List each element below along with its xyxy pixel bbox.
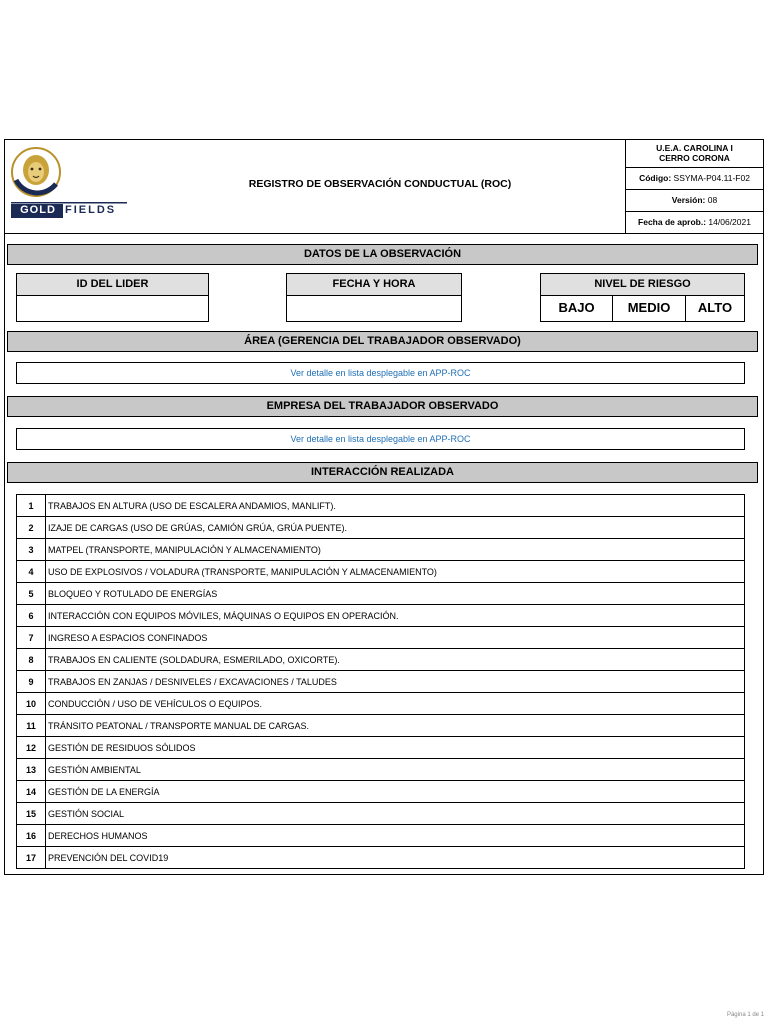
nivel-riesgo-label: NIVEL DE RIESGO <box>540 273 745 296</box>
table-row[interactable] <box>17 693 745 715</box>
codigo-value: SSYMA-P04.11-F02 <box>673 173 750 183</box>
interaction-table <box>16 494 745 869</box>
table-row[interactable] <box>17 737 745 759</box>
row-text: TRABAJOS EN CALIENTE (SOLDADURA, ESMERILADO, OXICORTE). <box>46 649 745 671</box>
section-datos: DATOS DE LA OBSERVACIÓN <box>7 244 758 265</box>
risk-medio[interactable]: MEDIO <box>613 296 686 321</box>
table-row[interactable] <box>17 517 745 539</box>
row-number: 11 <box>17 715 46 737</box>
row-number: 2 <box>17 517 46 539</box>
unit-line-1: U.E.A. CAROLINA I <box>656 143 733 153</box>
nivel-riesgo-options <box>540 295 745 322</box>
table-row[interactable] <box>17 561 745 583</box>
page-footer: Página 1 de 1 <box>726 1012 764 1018</box>
version-label: Versión: <box>671 195 706 205</box>
fecha-value: 14/06/2021 <box>708 217 751 227</box>
gold-fields-logo <box>10 146 130 224</box>
row-text: MATPEL (TRANSPORTE, MANIPULACIÓN Y ALMACENAMIENTO) <box>46 539 745 561</box>
version-row <box>626 190 763 212</box>
table-row[interactable] <box>17 803 745 825</box>
unit-line-2: CERRO CORONA <box>659 153 730 163</box>
section-empresa: EMPRESA DEL TRABAJADOR OBSERVADO <box>7 396 758 417</box>
area-dropdown-link[interactable]: Ver detalle en lista desplegable en APP-ROC <box>16 362 745 384</box>
row-text: GESTIÓN SOCIAL <box>46 803 745 825</box>
row-text: INGRESO A ESPACIOS CONFINADOS <box>46 627 745 649</box>
row-text: BLOQUEO Y ROTULADO DE ENERGÍAS <box>46 583 745 605</box>
fecha-row <box>626 212 763 234</box>
brand-fields: FIELDS <box>65 204 117 216</box>
table-row[interactable] <box>17 627 745 649</box>
row-text: GESTIÓN AMBIENTAL <box>46 759 745 781</box>
row-text: PREVENCIÓN DEL COVID19 <box>46 847 745 869</box>
row-text: USO DE EXPLOSIVOS / VOLADURA (TRANSPORTE, MANIPULACIÓN Y ALMACENAMIENTO) <box>46 561 745 583</box>
row-text: GESTIÓN DE LA ENERGÍA <box>46 781 745 803</box>
table-row[interactable] <box>17 781 745 803</box>
row-number: 6 <box>17 605 46 627</box>
unit-name <box>626 140 763 168</box>
table-row[interactable] <box>17 539 745 561</box>
document-metadata <box>625 140 763 234</box>
risk-alto[interactable]: ALTO <box>697 300 733 315</box>
row-number: 4 <box>17 561 46 583</box>
row-text: IZAJE DE CARGAS (USO DE GRÚAS, CAMIÓN GRÚA, GRÚA PUENTE). <box>46 517 745 539</box>
row-number: 17 <box>17 847 46 869</box>
row-number: 12 <box>17 737 46 759</box>
row-number: 7 <box>17 627 46 649</box>
table-row[interactable] <box>17 715 745 737</box>
row-number: 1 <box>17 495 46 517</box>
row-text: TRÁNSITO PEATONAL / TRANSPORTE MANUAL DE CARGAS. <box>46 715 745 737</box>
table-row[interactable] <box>17 847 745 869</box>
row-text: TRABAJOS EN ZANJAS / DESNIVELES / EXCAVACIONES / TALUDES <box>46 671 745 693</box>
table-row[interactable] <box>17 759 745 781</box>
id-lider-input[interactable] <box>16 295 209 322</box>
section-interaccion: INTERACCIÓN REALIZADA <box>7 462 758 483</box>
row-number: 13 <box>17 759 46 781</box>
table-row[interactable] <box>17 649 745 671</box>
table-row[interactable] <box>17 583 745 605</box>
table-row[interactable] <box>17 495 745 517</box>
row-number: 10 <box>17 693 46 715</box>
row-text: INTERACCIÓN CON EQUIPOS MÓVILES, MÁQUINAS O EQUIPOS EN OPERACIÓN. <box>46 605 745 627</box>
row-number: 3 <box>17 539 46 561</box>
row-text: CONDUCCIÓN / USO DE VEHÍCULOS O EQUIPOS. <box>46 693 745 715</box>
row-number: 5 <box>17 583 46 605</box>
fecha-hora-label: FECHA Y HORA <box>286 273 462 296</box>
empresa-dropdown-link[interactable]: Ver detalle en lista desplegable en APP-ROC <box>16 428 745 450</box>
risk-bajo[interactable]: BAJO <box>541 296 613 321</box>
row-text: TRABAJOS EN ALTURA (USO DE ESCALERA ANDAMIOS, MANLIFT). <box>46 495 745 517</box>
section-area: ÁREA (GERENCIA DEL TRABAJADOR OBSERVADO) <box>7 331 758 352</box>
document-title: REGISTRO DE OBSERVACIÓN CONDUCTUAL (ROC) <box>248 178 512 190</box>
codigo-label: Código: <box>639 173 672 183</box>
row-number: 9 <box>17 671 46 693</box>
fecha-label: Fecha de aprob.: <box>638 217 707 227</box>
brand-gold: GOLD <box>20 204 56 216</box>
table-row[interactable] <box>17 605 745 627</box>
row-text: GESTIÓN DE RESIDUOS SÓLIDOS <box>46 737 745 759</box>
codigo-row <box>626 168 763 190</box>
row-number: 14 <box>17 781 46 803</box>
fecha-hora-input[interactable] <box>286 295 462 322</box>
id-lider-label: ID DEL LIDER <box>16 273 209 296</box>
row-number: 15 <box>17 803 46 825</box>
row-number: 8 <box>17 649 46 671</box>
row-number: 16 <box>17 825 46 847</box>
version-value: 08 <box>707 195 718 205</box>
table-row[interactable] <box>17 825 745 847</box>
row-text: DERECHOS HUMANOS <box>46 825 745 847</box>
table-row[interactable] <box>17 671 745 693</box>
